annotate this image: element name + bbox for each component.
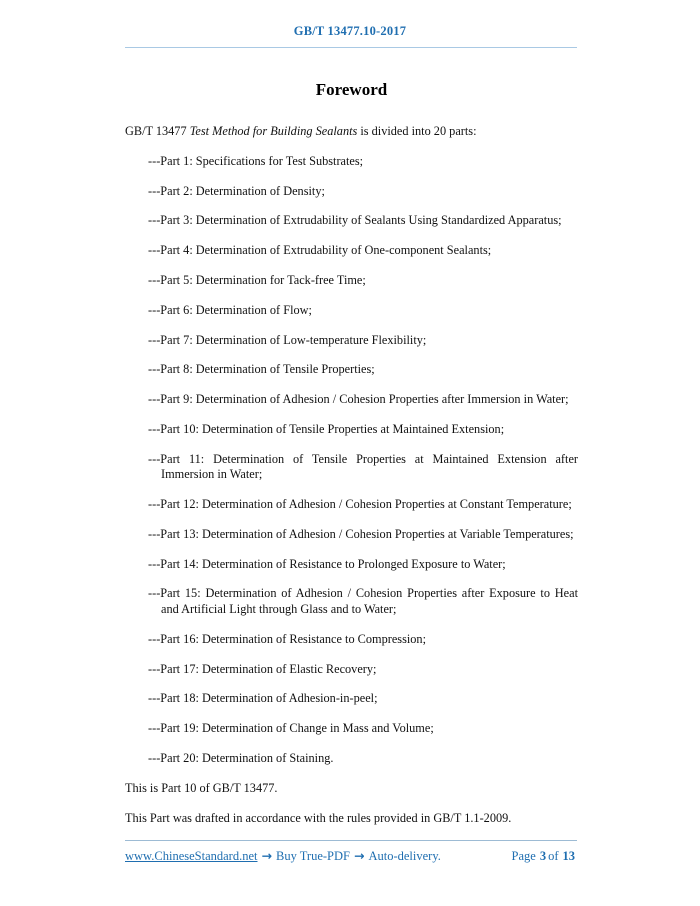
footer [125, 848, 577, 864]
page-title: Foreword [315, 80, 388, 99]
part-item: ---Part 17: Determination of Elastic Recovery; [148, 661, 377, 676]
footer-divider [125, 840, 577, 841]
part-item: ---Part 13: Determination of Adhesion / Cohesion Properties at Variable Temperatures; [148, 526, 574, 541]
part-item: ---Part 4: Determination of Extrudability of One-component Sealants; [148, 243, 492, 258]
footer-left [125, 848, 441, 864]
part-item: ---Part 12: Determination of Adhesion / Cohesion Properties at Constant Temperature; [148, 497, 572, 512]
intro-standard-name: Test Method for Building Sealants [189, 124, 358, 138]
page-current: 3 [539, 849, 547, 863]
page-total: 13 [562, 849, 575, 863]
closing-paragraph: This Part was drafted in accordance with the rules provided in GB/T 1.1-2009. [125, 810, 512, 825]
part-item: ---Part 1: Specifications for Test Substrates; [148, 153, 364, 168]
intro-prefix: GB/T 13477 [125, 124, 190, 138]
part-item: ---Part 2: Determination of Density; [148, 183, 325, 198]
footer-action-delivery: Auto-delivery. [368, 849, 441, 863]
closing-paragraph: This is Part 10 of GB/T 13477. [125, 780, 278, 795]
page-content [125, 72, 578, 840]
footer-action-buy: Buy True-PDF [275, 849, 350, 863]
page-label: Page [511, 849, 536, 863]
part-item: ---Part 7: Determination of Low-temperature Flexibility; [148, 332, 427, 347]
part-item: ---Part 16: Determination of Resistance to Compression; [148, 631, 426, 646]
part-item: ---Part 11: Determination of Tensile Properties at Maintained Extension after Immersion in Water; [148, 451, 578, 482]
part-item: ---Part 8: Determination of Tensile Properties; [148, 362, 375, 377]
part-item: ---Part 5: Determination for Tack-free Time; [148, 272, 366, 287]
intro-paragraph [125, 124, 578, 140]
arrow-right-icon: → [261, 848, 272, 863]
parts-list [125, 154, 578, 767]
part-item: ---Part 19: Determination of Change in Mass and Volume; [148, 721, 434, 736]
part-item: ---Part 18: Determination of Adhesion-in-peel; [148, 691, 378, 706]
of-label: of [548, 849, 559, 863]
page-number-indicator [512, 849, 577, 864]
part-item: ---Part 15: Determination of Adhesion / Cohesion Properties after Exposure to Heat and Artificial Light through Glass and to Water; [148, 586, 578, 616]
intro-suffix: is divided into 20 parts: [357, 124, 477, 138]
site-link[interactable]: www.ChineseStandard.net [125, 849, 258, 863]
arrow-right-icon: → [353, 848, 365, 863]
part-item: ---Part 10: Determination of Tensile Properties at Maintained Extension; [148, 421, 505, 436]
part-item: ---Part 14: Determination of Resistance to Prolonged Exposure to Water; [148, 556, 506, 571]
part-item: ---Part 9: Determination of Adhesion / Cohesion Properties after Immersion in Water; [148, 392, 569, 407]
header-divider [125, 47, 577, 48]
part-item: ---Part 6: Determination of Flow; [148, 302, 312, 317]
part-item: ---Part 3: Determination of Extrudability of Sealants Using Standardized Apparatus; [148, 213, 562, 228]
header-doc-number: GB/T 13477.10-2017 [293, 24, 407, 38]
part-item: ---Part 20: Determination of Staining. [148, 750, 334, 765]
